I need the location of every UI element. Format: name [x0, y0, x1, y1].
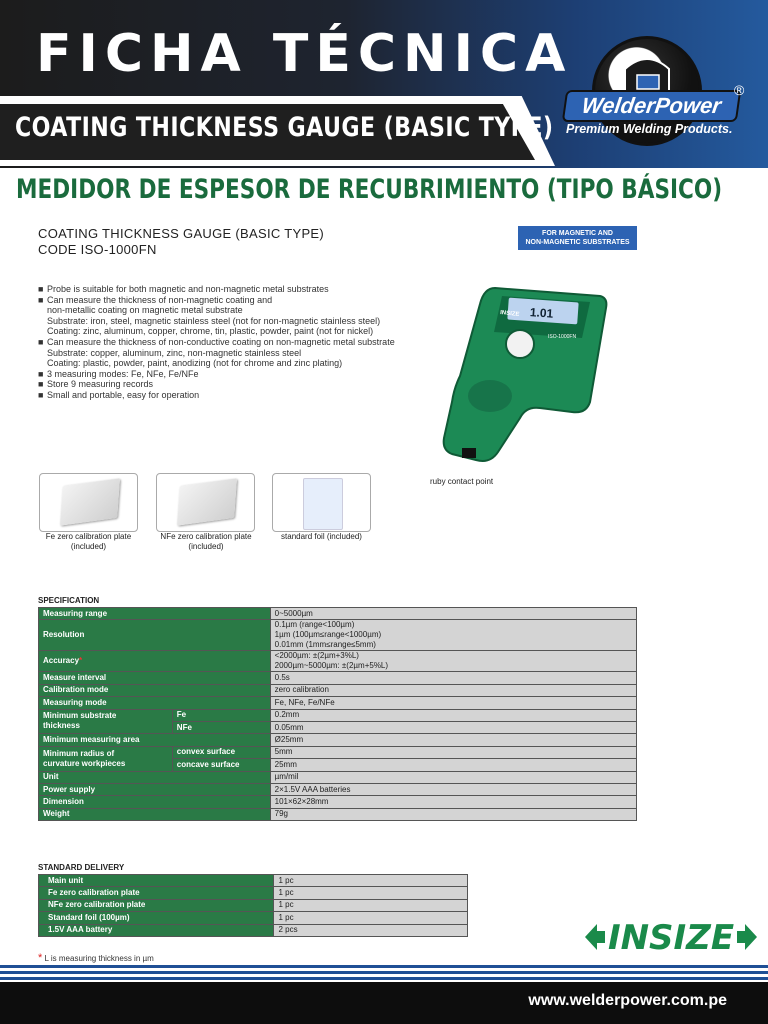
bullet-icon: ■	[38, 336, 44, 347]
delivery-heading: STANDARD DELIVERY	[38, 863, 125, 872]
feature-item: ■ Can measure the thickness of non-conductive coating on non-magnetic metal substrate	[38, 336, 395, 347]
table-row: NFe zero calibration plate 1 pc	[39, 899, 468, 911]
table-row: concave surface 25mm	[39, 759, 637, 771]
feature-item: ■ Can measure the thickness of non-magnetic coating and	[38, 294, 273, 305]
website-link[interactable]: www.welderpower.com.pe	[528, 992, 727, 1009]
registered-mark: ®	[734, 82, 745, 98]
bullet-icon: ■	[38, 284, 44, 294]
feature-item: ■ 3 measuring modes: Fe, NFe, Fe/NFe	[38, 368, 199, 379]
insize-logo	[585, 918, 757, 956]
feature-continuation: Coating: plastic, powder, paint, anodizing (not for chrome and zinc plating)	[47, 358, 343, 369]
specification-table	[38, 607, 637, 821]
device-screen-value: 1.01	[529, 305, 554, 321]
table-row: Power supply 2×1.5V AAA batteries	[39, 783, 637, 795]
bullet-icon: ■	[38, 368, 44, 379]
product-code: CODE ISO-1000FN	[38, 242, 157, 257]
product-name: COATING THICKNESS GAUGE (BASIC TYPE)	[38, 226, 325, 241]
table-row: Calibration mode zero calibration	[39, 684, 637, 696]
gauge-device-image	[440, 284, 610, 470]
feature-continuation: Coating: zinc, aluminum, copper, chrome, tin, plastic, powder, paint (not for nickel)	[47, 326, 374, 337]
feature-item: ■ Probe is suitable for both magnetic and non-magnetic metal substrates	[38, 284, 329, 294]
bullet-icon: ■	[38, 389, 44, 400]
table-row: Resolution 0.1µm (range<100µm) 1µm (100µm≤range<1000µm) 0.01mm (1mm≤range≤5mm)	[39, 620, 637, 651]
table-row: Unit µm/mil	[39, 771, 637, 783]
table-row: Fe zero calibration plate 1 pc	[39, 887, 468, 899]
table-row: Measuring mode Fe, NFe, Fe/NFe	[39, 697, 637, 709]
standard-foil-image	[272, 473, 371, 532]
ruby-contact-label: ruby contact point	[430, 477, 494, 486]
nfe-plate-caption: NFe zero calibration plate (included)	[160, 532, 252, 551]
product-heading	[38, 226, 324, 258]
table-row: Minimum substrate thickness Fe 0.2mm	[39, 709, 637, 721]
feature-continuation: Substrate: iron, steel, magnetic stainless steel (not for non-magnetic stainless steel)	[47, 315, 381, 326]
footnote: * L is measuring thickness in µm	[38, 952, 154, 964]
table-row: Minimum radius of curvature workpieces convex surface 5mm	[39, 746, 637, 758]
table-row: Minimum measuring area Ø25mm	[39, 734, 637, 746]
table-row: Standard foil (100µm) 1 pc	[39, 912, 468, 924]
insize-wordmark: INSIZE	[607, 918, 735, 956]
table-row: 1.5V AAA battery 2 pcs	[39, 924, 468, 936]
table-row: Measure interval 0.5s	[39, 672, 637, 684]
nfe-plate-image	[156, 473, 255, 532]
table-row: Accuracy* <2000µm: ±(2µm+3%L) 2000µm~5000µm: ±(2µm+5%L)	[39, 651, 637, 672]
logo-tagline: Premium Welding Products.	[566, 122, 733, 136]
fe-plate-image	[39, 473, 138, 532]
badge-line-2: NON-MAGNETIC SUBSTRATES	[525, 239, 630, 246]
spanish-title: MEDIDOR DE ESPESOR DE RECUBRIMIENTO (TIPO BÁSICO)	[16, 174, 723, 205]
delivery-table	[38, 874, 468, 937]
feature-continuation: non-metallic coating on magnetic metal substrate	[47, 305, 243, 316]
feature-list	[38, 284, 428, 401]
table-row: Dimension 101×62×28mm	[39, 796, 637, 808]
table-row: Measuring range 0~5000µm	[39, 608, 637, 620]
feature-item: ■ Small and portable, easy for operation	[38, 389, 200, 400]
bullet-icon: ■	[38, 379, 44, 390]
specification-heading: SPECIFICATION	[38, 596, 100, 605]
page-title: FICHA TÉCNICA	[36, 24, 573, 84]
table-row: NFe 0.05mm	[39, 721, 637, 733]
footer-bar	[0, 982, 768, 1024]
logo-wordmark: WelderPower	[562, 90, 741, 122]
bullet-icon: ■	[38, 294, 44, 305]
foil-caption: standard foil (included)	[281, 532, 362, 541]
table-row: Weight 79g	[39, 808, 637, 820]
header-banner	[0, 0, 768, 168]
fe-plate-caption: Fe zero calibration plate (included)	[45, 532, 132, 551]
substrate-badge	[518, 226, 637, 250]
device-model-text: ISO-1000FN	[548, 334, 577, 340]
table-row: Main unit 1 pc	[39, 875, 468, 887]
device-brand-text: INSIZE	[499, 310, 520, 319]
feature-item: ■ Store 9 measuring records	[38, 379, 154, 390]
feature-continuation: Substrate: copper, aluminum, zinc, non-magnetic stainless steel	[47, 347, 302, 358]
footnote-star: *	[79, 656, 83, 666]
badge-line-1: FOR MAGNETIC AND	[542, 230, 613, 237]
welderpower-logo	[562, 36, 752, 146]
footnote-star: *	[38, 952, 43, 964]
page-subtitle: COATING THICKNESS GAUGE (BASIC TYPE)	[15, 112, 554, 143]
